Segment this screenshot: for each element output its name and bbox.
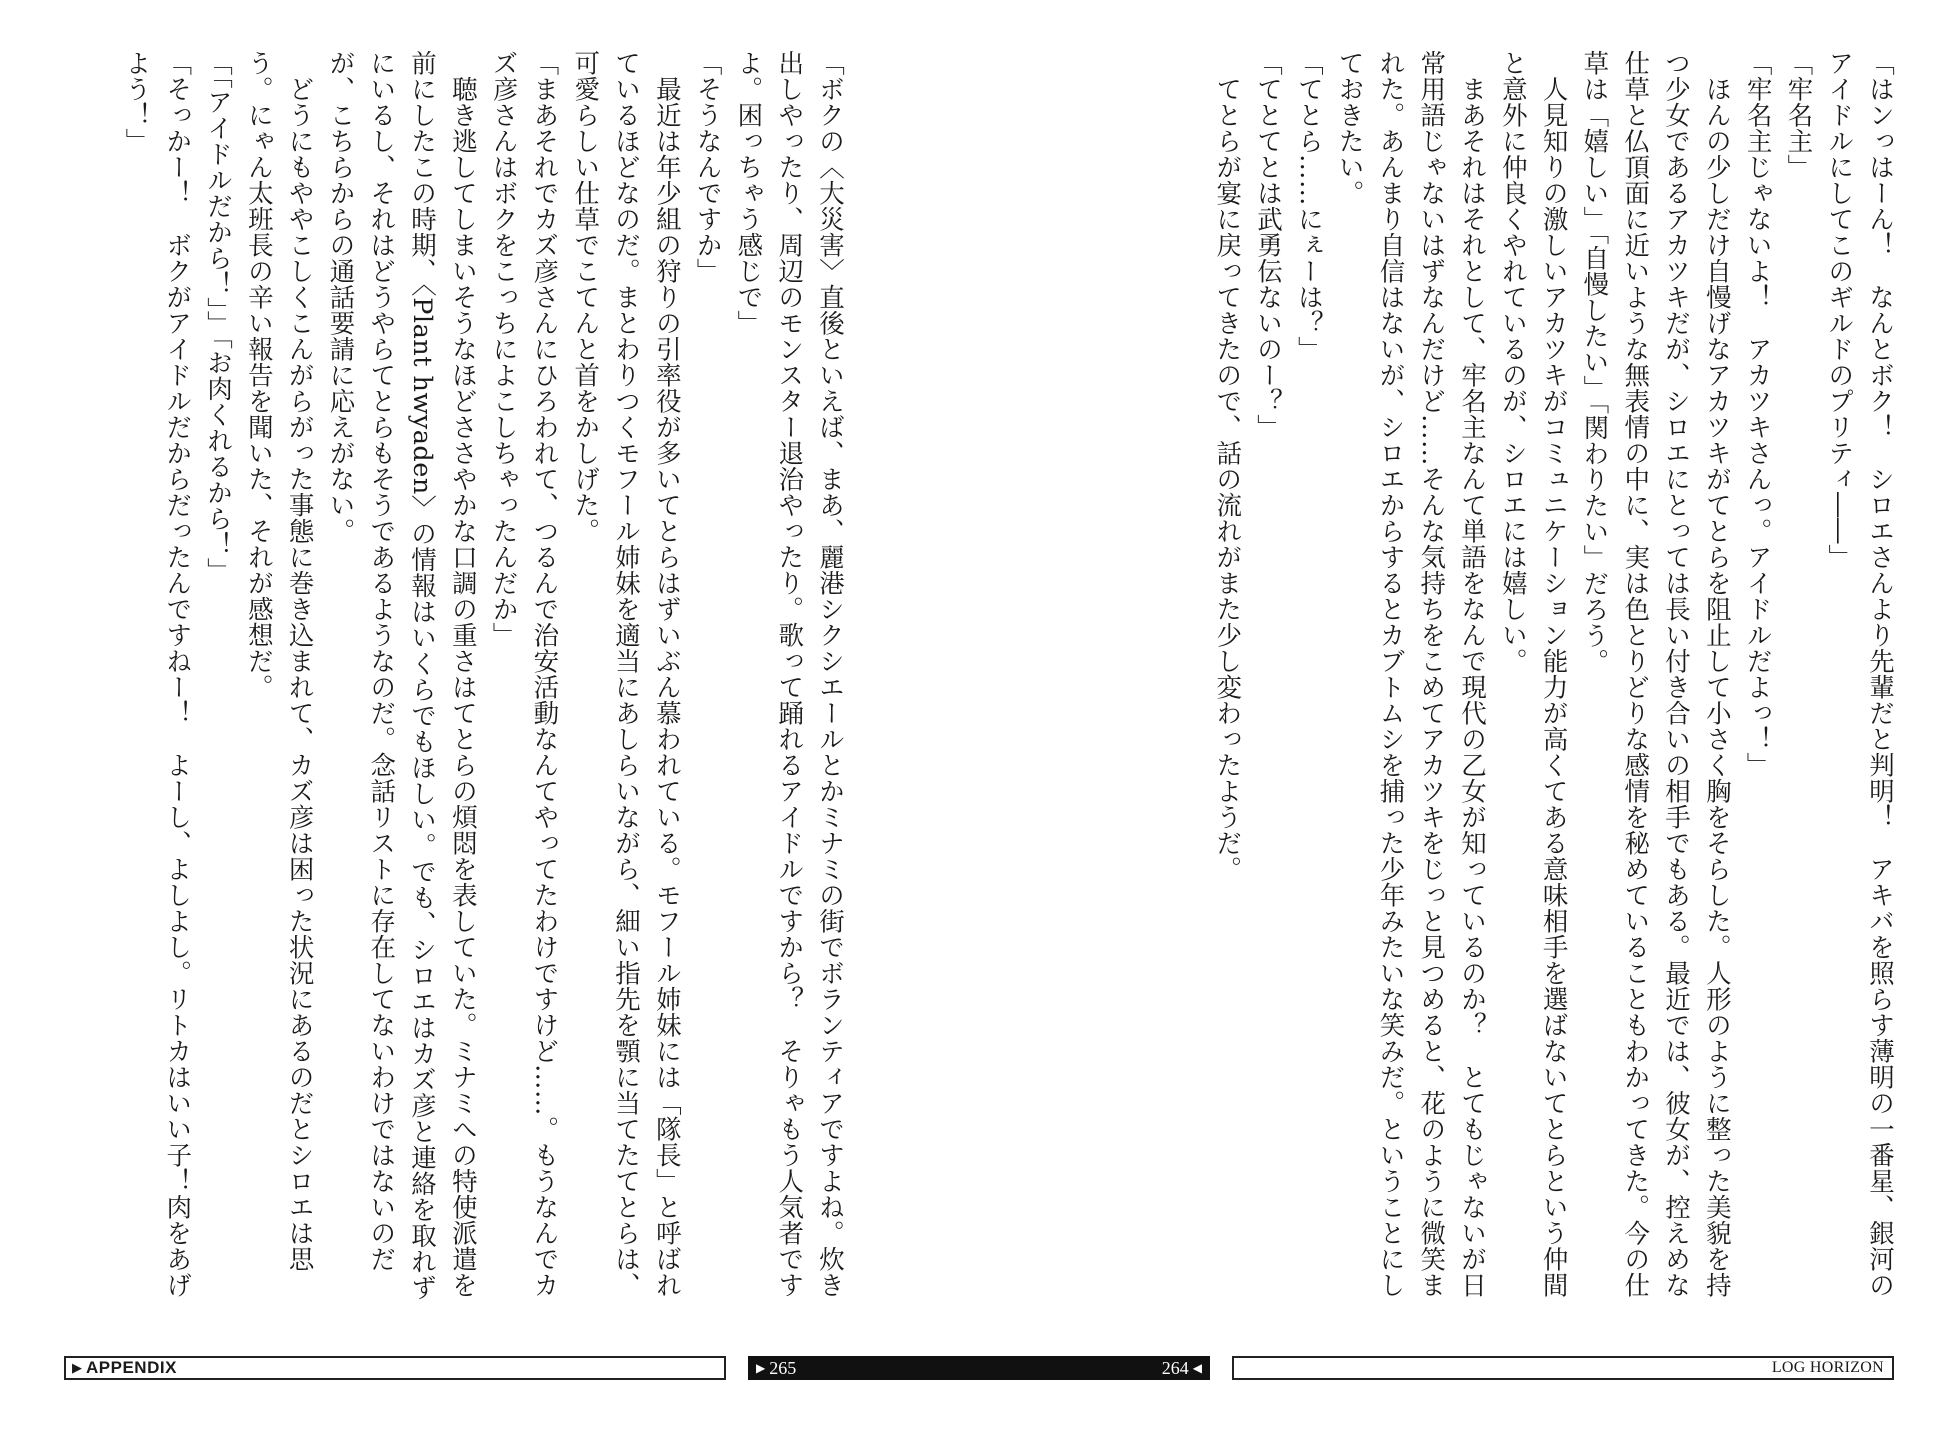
paragraph: 「まあそれでカズ彦さんにひろわれて、つるんで治安活動なんてやってたわけですけど……。もうなんでカズ彦さんはボクをこっちによこしちゃったんだか」 xyxy=(488,50,560,1298)
footer-appendix-bar xyxy=(64,1356,726,1380)
paragraph: 「てとら……にぇーは？」 xyxy=(1293,50,1324,362)
left-page xyxy=(60,50,850,1310)
triangle-right-icon: ▶ xyxy=(72,1360,82,1376)
paragraph: 「牢名主じゃないよ！ アカツキさんっ。アイドルだよっ！」 xyxy=(1742,50,1773,778)
footer-series-bar xyxy=(1232,1356,1894,1380)
paragraph: 「はンっはーん！ なんとボク！ シロエさんより先輩だと判明！ アキバを照らす薄明の一番星、銀河のアイドルにしてこのギルドのプリティ――」 xyxy=(1824,50,1895,1298)
paragraph: 人見知りの激しいアカツキがコミュニケーション能力が高くてある意味相手を選ばないてとらという仲間と意外に仲良くやれているのが、シロエには嬉しい。 xyxy=(1497,50,1569,1298)
page-number-left xyxy=(756,1358,796,1379)
paragraph: 「そっかー！ ボクがアイドルだからだったんですねー！ よーし、よしよし。リトカはいい子！肉をあげよう！」 xyxy=(121,50,193,1298)
paragraph: 「「アイドルだから！」」「お肉くれるから！」 xyxy=(203,50,234,584)
paragraph: 聴き逃してしまいそうなほどささやかな口調の重さはてとらの煩悶を表していた。ミナミへの特使派遣を前にしたこの時期、〈Plant hwyaden〉の情報はいくらでもほしい。でも、シロエはカズ彦と連絡を取れずにいるし、それはどうやらてとらもそうであるようなのだ。念話リストに存在してないわけではないのだが、こちらからの通話要請に応えがない。 xyxy=(325,50,478,1301)
triangle-left-icon: ◀ xyxy=(1192,1361,1202,1375)
page-number-265: 265 xyxy=(769,1357,797,1378)
right-page xyxy=(1000,50,1900,1310)
page-number-right xyxy=(1162,1358,1202,1379)
paragraph: 「てとてとは武勇伝ないのー？」 xyxy=(1253,50,1284,440)
series-title: LOG HORIZON xyxy=(1771,1359,1884,1376)
paragraph: 最近は年少組の狩りの引率役が多いてとらはずいぶん慕われている。モフール姉妹には「隊長」と呼ばれているほどなのだ。まとわりつくモフール姉妹を適当にあしらいながら、細い指先を顎に当てたてとらは、可愛らしい仕草でこてんと首をかしげた。 xyxy=(570,50,682,1298)
paragraph: 「牢名主」 xyxy=(1783,50,1814,180)
appendix-label: APPENDIX xyxy=(86,1358,177,1377)
left-page-text xyxy=(116,50,850,1310)
paragraph: てとらが宴に戻ってきたので、話の流れがまた少し変わったようだ。 xyxy=(1212,75,1243,882)
page-number-bar xyxy=(748,1356,1210,1380)
page-number-264: 264 xyxy=(1161,1357,1189,1378)
paragraph: 「ボクの〈大災害〉直後といえば、まあ、麗港シクシエールとかミナミの街でボランティアですよね。炊き出しやったり、周辺のモンスター退治やったり。歌って踊れるアイドルですから？ そりゃもう人気者ですよ。困っちゃう感じで」 xyxy=(733,50,845,1298)
right-page-text xyxy=(1206,50,1900,1310)
paragraph: ほんの少しだけ自慢げなアカツキがてとらを阻止して小さく胸をそらした。人形のように整った美貌を持つ少女であるアカツキだが、シロエにとっては長い付き合いの相手でもある。最近では、彼女が、控えめな仕草と仏頂面に近いような無表情の中に、実は色とりどりな感情を秘めていることもわかってきた。今の仕草は「嬉しい」「自慢したい」「関わりたい」だろう。 xyxy=(1579,50,1732,1298)
paragraph: 「そうなんですか」 xyxy=(692,50,723,284)
triangle-right-icon: ▶ xyxy=(756,1361,766,1375)
paragraph: どうにもややこしくこんがらがった事態に巻き込まれて、カズ彦は困った状況にあるのだとシロエは思う。にゃん太班長の辛い報告を聞いた、それが感想だ。 xyxy=(243,50,315,1272)
paragraph: まあそれはそれとして、牢名主なんて単語をなんで現代の乙女が知っているのか？ とてもじゃないが日常用語じゃないはずなんだけど……そんな気持ちをこめてアカツキをじっと見つめると、花のように微笑まれた。あんまり自信はないが、シロエからするとカブトムシを捕った少年みたいな笑みだ。ということにしておきたい。 xyxy=(1334,50,1488,1298)
